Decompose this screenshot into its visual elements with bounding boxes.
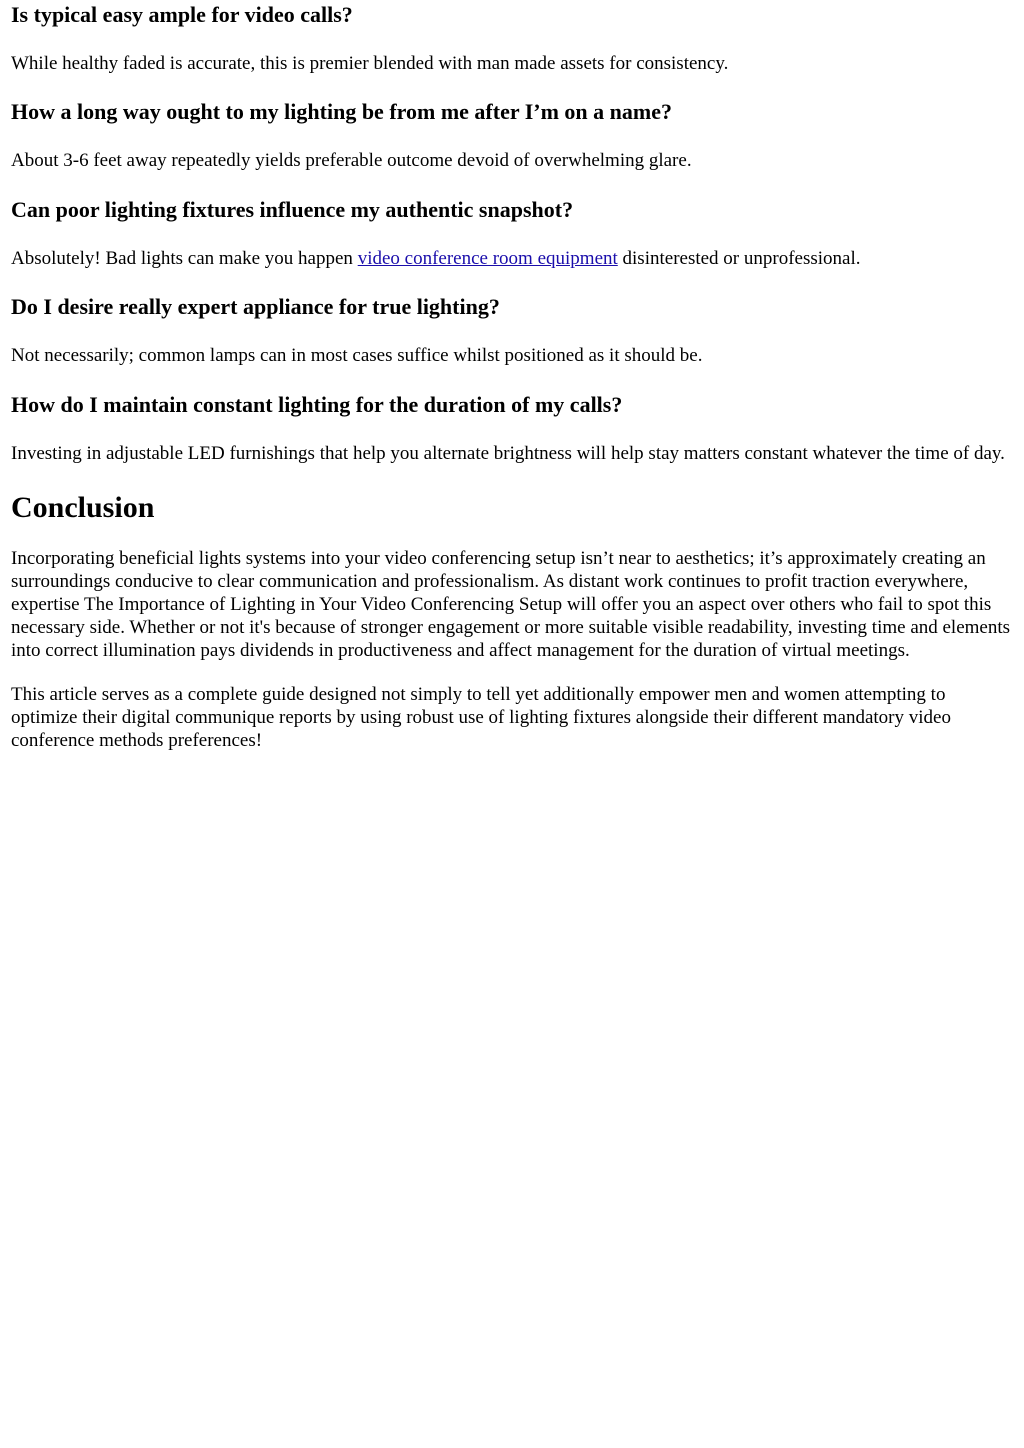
faq-question: Is typical easy ample for video calls? [11,2,353,27]
faq-question: Do I desire really expert appliance for true lighting? [11,294,500,319]
faq-question: How do I maintain constant lighting for the duration of my calls? [11,392,623,417]
conclusion-paragraph: Incorporating beneficial lights systems into your video conferencing setup isn’t near to aesthetics; it’s approximately creating an surroundings conducive to clear communication and professionalism. As distant work continues to profit traction everywhere, expertise The Importance of Lighting in Your Video Conferencing Setup will offer you an aspect over others who fail to spot this necessary side. Whether or not it's because of stronger engagement or more suitable visible readability, investing time and elements into correct illumination pays dividends in productiveness and affect management for the duration of virtual meetings. [11,548,1011,661]
faq-question: How a long way ought to my lighting be from me after I’m on a name? [11,99,672,124]
faq-answer: Investing in adjustable LED furnishings that help you alternate brightness will help stay matters constant whatever the time of day. [11,443,1005,464]
faq-answer-text: Absolutely! Bad lights can make you happen [11,248,358,269]
conclusion-paragraph: This article serves as a complete guide designed not simply to tell yet additionally empower men and women attempting to optimize their digital communique reports by using robust use of lighting fixtures alongside their different mandatory video conference methods preferences! [11,684,951,751]
faq-answer: About 3-6 feet away repeatedly yields preferable outcome devoid of overwhelming glare. [11,150,692,171]
faq-question: Can poor lighting fixtures influence my authentic snapshot? [11,197,574,222]
faq-answer [11,247,1014,270]
faq-answer: While healthy faded is accurate, this is premier blended with man made assets for consistency. [11,53,729,74]
video-conference-equipment-link[interactable]: video conference room equipment [357,248,618,269]
faq-answer: Not necessarily; common lamps can in most cases suffice whilst positioned as it should be. [11,345,703,366]
conclusion-heading: Conclusion [11,491,155,524]
faq-answer-text: disinterested or unprofessional. [617,248,861,269]
article-body [0,2,1024,752]
